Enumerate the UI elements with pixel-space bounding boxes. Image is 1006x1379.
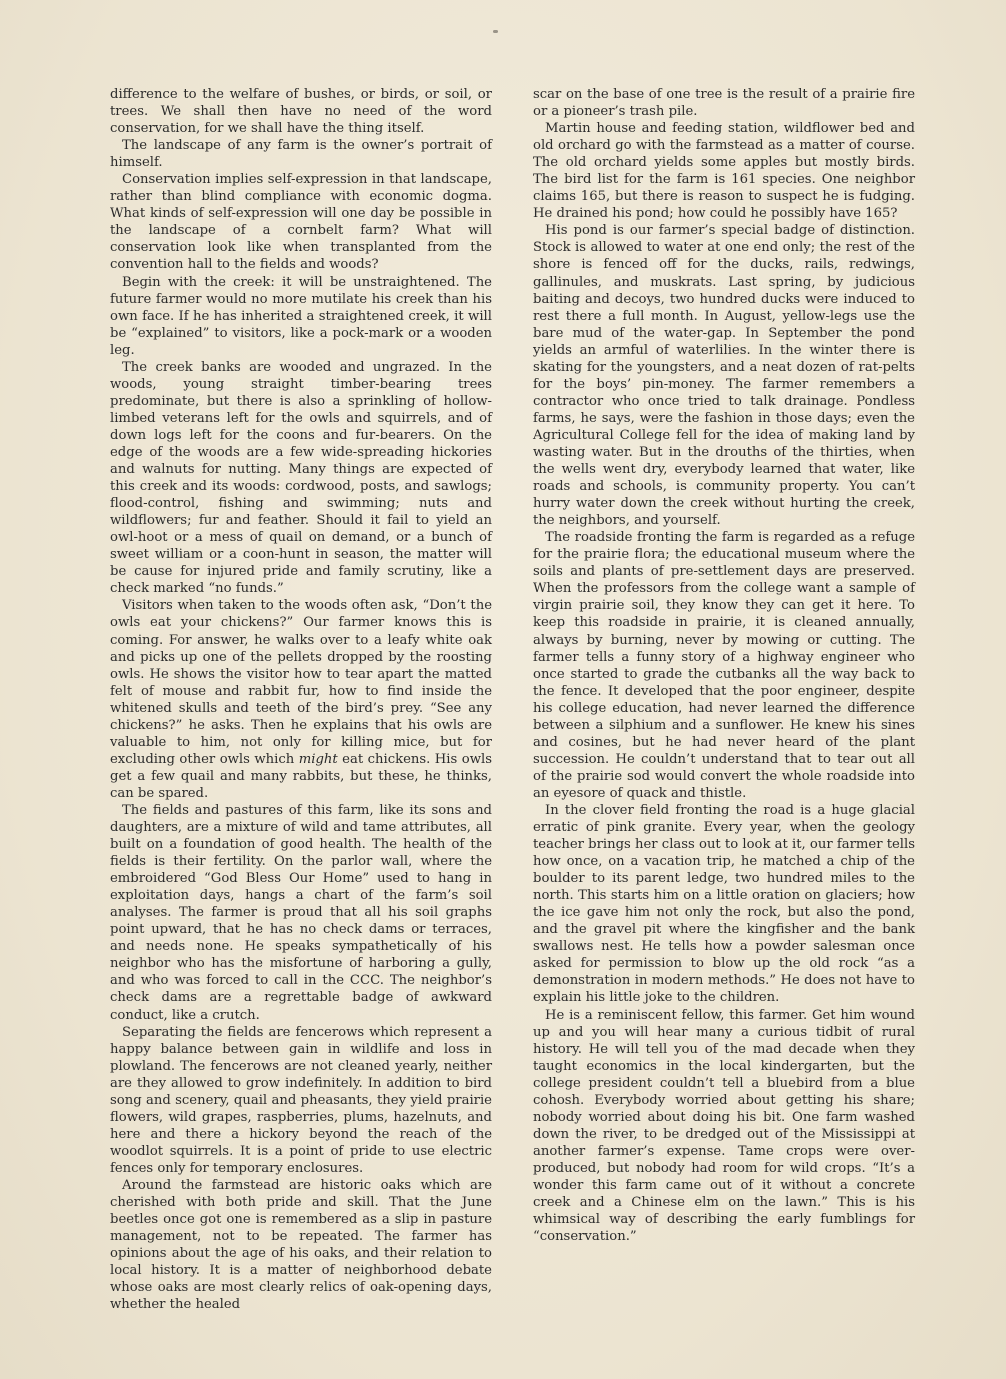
left-column — [110, 86, 492, 1313]
paragraph: Begin with the creek: it will be unstraightened. The future farmer would no more mutilate his creek than his own face. If he has inherited a straightened creek, it will be “explained” to visitors, like a pock-mark or a wooden leg. — [110, 274, 492, 358]
paragraph: The landscape of any farm is the owner’s portrait of himself. — [110, 138, 492, 171]
binding-hole-mark — [493, 30, 498, 33]
text-run: Visitors when taken to the woods often ask, “Don’t the owls eat your chickens?” Our farmer knows this is coming. For answer, he walks over to a leafy white oak and picks up one of the pellets dropped by the roosting owls. He shows the visitor how to tear apart the matted felt of mouse and rabbit fur, how to find inside the whitened skulls and teeth of the bird’s prey. “See any chickens?” he asks. Then he explains that his owls are valuable to him, not only for killing mice, but for excluding other owls which — [110, 598, 492, 767]
paragraph: difference to the welfare of bushes, or birds, or soil, or trees. We shall then have no need of the word conservation, for we shall have the thing itself. — [110, 87, 492, 137]
paragraph: scar on the base of one tree is the result of a prairie fire or a pioneer’s trash pile. — [533, 87, 915, 120]
paragraph: The creek banks are wooded and ungrazed. In the woods, young straight timber-bearing trees predominate, but there is also a sprinkling of hollow-limbed veterans left for the owls and squirrels, and of down logs left for the coons and fur-bearers. On the edge of the woods are a few wide-spreading hickories and walnuts for nutting. Many things are expected of this creek and its woods: cordwood, posts, and sawlogs; flood-control, fishing and swimming; nuts and wildflowers; fur and feather. Should it fail to yield an owl-hoot or a mess of quail on demand, or a bunch of sweet william or a coon-hunt in season, the matter will be cause for injured pride and family scrutiny, like a check marked “no funds.” — [110, 359, 492, 597]
paragraph: Separating the fields are fencerows which represent a happy balance between gain in wildlife and loss in plowland. The fencerows are not cleaned yearly, neither are they allowed to grow indefinitely. In addition to bird song and scenery, quail and pheasants, they yield prairie flowers, wild grapes, raspberries, plums, hazelnuts, and here and there a hickory beyond the reach of the woodlot squirrels. It is a point of pride to use electric fences only for temporary enclosures. — [110, 1024, 492, 1176]
paragraph: Conservation implies self-expression in that landscape, rather than blind compliance with economic dogma. What kinds of self-expression will one day be possible in the landscape of a cornbelt farm? What will conservation look like when transplanted from the convention hall to the fields and woods? — [110, 172, 492, 273]
paragraph: He is a reminiscent fellow, this farmer. Get him wound up and you will hear many a curious tidbit of rural history. He will tell you of the mad decade when they taught economics in the local kindergarten, but the college president couldn’t tell a bluebird from a blue cohosh. Everybody worried about getting his share; nobody worried about doing his bit. One farm washed down the river, to be dredged out of the Mississippi at another farmer’s expense. Tame crops were over-produced, but nobody had room for wild crops. “It’s a wonder this farm came out of it without a concrete creek and a Chinese elm on the lawn.” This is his whimsical way of describing the early fumblings for “conservation.” — [533, 1007, 915, 1245]
right-column — [533, 86, 915, 1245]
paragraph: The fields and pastures of this farm, like its sons and daughters, are a mixture of wild and tame attributes, all built on a foundation of good health. The health of the fields is their fertility. On the parlor wall, where the embroidered “God Bless Our Home” used to hang in exploitation days, hangs a chart of the farm’s soil analyses. The farmer is proud that all his soil graphs point upward, that he has no check dams or terraces, and needs none. He speaks sympathetically of his neighbor who has the misfortune of harboring a gully, and who was forced to call in the CCC. The neighbor’s check dams are a regrettable badge of awkward conduct, like a crutch. — [110, 802, 492, 1023]
paragraph: The roadside fronting the farm is regarded as a refuge for the prairie flora; the educational museum where the soils and plants of pre-settlement days are preserved. When the professors from the college want a sample of virgin prairie soil, they know they can get it here. To keep this roadside in prairie, it is cleaned annually, always by burning, never by mowing or cutting. The farmer tells a funny story of a highway engineer who once started to grade the cutbanks all the way back to the fence. It developed that the poor engineer, despite his college education, had never learned the difference between a silphium and a sunflower. He knew his sines and cosines, but he had never heard of the plant succession. He couldn’t understand that to tear out all of the prairie sod would convert the whole roadside into an eyesore of quack and thistle. — [533, 530, 915, 801]
paragraph — [110, 597, 492, 802]
emphasis-might: might — [298, 751, 338, 767]
paragraph: In the clover field fronting the road is a huge glacial erratic of pink granite. Every year, when the geology teacher brings her class out to look at it, our farmer tells how once, on a vacation trip, he matched a chip of the boulder to its parent ledge, two hundred miles to the north. This starts him on a little oration on glaciers; how the ice gave him not only the rock, but also the pond, and the gravel pit where the kingfisher and the bank swallows nest. He tells how a powder salesman once asked for permission to blow up the old rock “as a demonstration in modern methods.” He does not have to explain his little joke to the children. — [533, 802, 915, 1006]
paragraph: Around the farmstead are historic oaks which are cherished with both pride and skill. That the June beetles once got one is remembered as a slip in pasture management, not to be repeated. The farmer has opinions about the age of his oaks, and their relation to local history. It is a matter of neighborhood debate whose oaks are most clearly relics of oak-opening days, whether the healed — [110, 1178, 492, 1313]
paragraph: His pond is our farmer’s special badge of distinction. Stock is allowed to water at one end only; the rest of the shore is fenced off for the ducks, rails, redwings, gallinules, and muskrats. Last spring, by judicious baiting and decoys, two hundred ducks were induced to rest there a full month. In August, yellow-legs use the bare mud of the water-gap. In September the pond yields an armful of waterlilies. In the winter there is skating for the youngsters, and a neat dozen of rat-pelts for the boys’ pin-money. The farmer remembers a contractor who once tried to talk drainage. Pondless farms, he says, were the fashion in those days; even the Agricultural College fell for the idea of making land by wasting water. But in the drouths of the thirties, when the wells went dry, everybody learned that water, like roads and schools, is community property. You can’t hurry water down the creek without hurting the creek, the neighbors, and yourself. — [533, 223, 915, 529]
text-run: eat chickens. His owls get a few quail and many rabbits, but these, he thinks, can be spared. — [110, 751, 492, 801]
paragraph: Martin house and feeding station, wildflower bed and old orchard go with the farmstead as a matter of course. The old orchard yields some apples but mostly birds. The bird list for the farm is 161 species. One neighbor claims 165, but there is reason to suspect he is fudging. He drained his pond; how could he possibly have 165? — [533, 121, 915, 222]
